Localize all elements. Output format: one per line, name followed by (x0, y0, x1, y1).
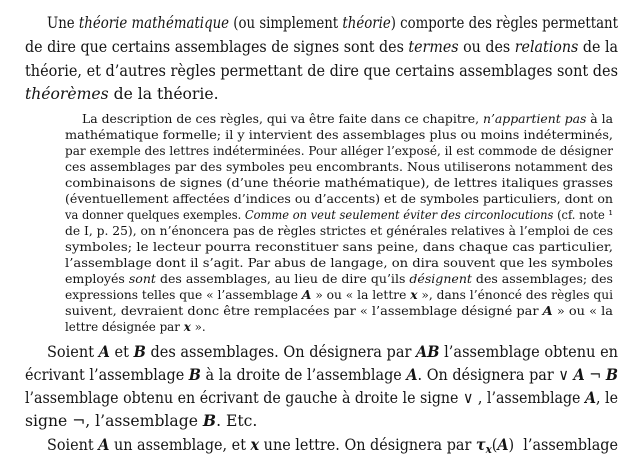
emphasis-text: sont (128, 272, 156, 286)
text-run: symboles; le lecteur pourra reconstituer sans peine, dans chaque cas particulier, (65, 240, 613, 254)
text-run: de la (578, 38, 618, 56)
math-symbol: B (202, 411, 217, 430)
emphasis-text: théorie (342, 14, 391, 32)
math-symbol: A (542, 304, 553, 318)
text-line (25, 40, 618, 56)
text-run: (cf. note ¹ (553, 208, 613, 222)
text-run: à la droite de l’assemblage (200, 366, 407, 384)
text-run: de I, p. 25), on n’énoncera pas de règles strictes et générales relatives à l’emploi de ces (65, 224, 613, 238)
text-run: à la (586, 112, 613, 126)
text-run: expressions telles que « l’assemblage (65, 288, 302, 302)
math-symbol: A (584, 388, 597, 407)
text-line (65, 162, 613, 174)
text-run: employés (65, 272, 129, 286)
text-run: combinaisons de signes (d’une théorie mathématique), de lettres italiques grasses (65, 176, 613, 190)
text-run: La description de ces règles, qui va être faite dans ce chapitre, (82, 112, 483, 126)
text-line (65, 290, 613, 302)
text-run: » ou « la lettre (311, 288, 411, 302)
text-run: lettre désignée par (65, 320, 184, 334)
text-run: et (109, 343, 134, 361)
math-symbol: B (605, 365, 618, 384)
emphasis-text: Comme on veut seulement éviter des circonlocutions (244, 208, 554, 222)
text-line (65, 178, 613, 190)
text-run: signe ¬, l’assemblage (25, 412, 203, 430)
text-run: mathématique formelle; il y intervient des assemblages plus ou moins indéterminés, (65, 128, 613, 142)
text-line (25, 390, 618, 407)
text-run: écrivant l’assemblage (25, 366, 189, 384)
text-run: ) comporte des règles permettant (390, 14, 618, 32)
text-run: une lettre. On désignera par (259, 436, 476, 454)
text-run: , le (596, 389, 618, 407)
text-line (65, 146, 613, 158)
text-run: Soient (47, 436, 99, 454)
math-symbol: A (301, 288, 312, 302)
text-run: de dire que certains assemblages de signes sont des (25, 38, 409, 56)
text-run: ( (491, 436, 498, 454)
text-line (65, 274, 613, 286)
text-run: suivent, devraient donc être remplacées par « l’assemblage désigné par (65, 304, 543, 318)
text-run: (ou simplement (229, 14, 343, 32)
math-symbol: x (410, 288, 418, 302)
text-run: ¬ (584, 366, 606, 384)
text-line (25, 87, 219, 103)
emphasis-text: termes (408, 38, 459, 56)
math-symbol: A (98, 435, 110, 454)
text-run: . Etc. (216, 412, 258, 430)
text-run: de la théorie. (108, 85, 219, 103)
text-run: l’assemblage obtenu en écrivant de gauche à droite le signe ∨ , l’assemblage (25, 389, 585, 407)
text-run: » ou « la (552, 304, 613, 318)
text-line (65, 130, 613, 142)
math-symbol: τ (475, 435, 486, 454)
text-line (65, 258, 613, 270)
text-line (65, 210, 613, 222)
math-symbol: x (250, 435, 260, 454)
text-run: ou des (458, 38, 515, 56)
emphasis-text: relations (514, 38, 579, 56)
text-line (82, 114, 613, 126)
math-symbol: x (485, 441, 492, 456)
text-line (65, 226, 613, 238)
text-run: », dans l’énoncé des règles qui (417, 288, 613, 302)
text-line (47, 16, 618, 32)
emphasis-text: désignent (409, 272, 472, 286)
text-run: des assemblages, au lieu de dire qu’ils (155, 272, 410, 286)
text-run: (éventuellement affectées d’indices ou d’accents) et de symboles particuliers, dont on (65, 192, 613, 206)
text-run: Une (47, 14, 79, 32)
text-line (25, 367, 618, 384)
text-run: . On désignera par ∨ (417, 366, 574, 384)
math-symbol: AB (416, 342, 440, 361)
math-symbol: B (188, 365, 201, 384)
text-run: par exemple des lettres indéterminées. Pour alléger l’exposé, il est commode de désigner (65, 144, 613, 158)
text-run: ». (190, 320, 206, 334)
text-run: l’assemblage obtenu en (439, 343, 618, 361)
math-symbol: B (133, 342, 146, 361)
text-line (65, 322, 206, 334)
text-run: des assemblages; des (471, 272, 613, 286)
text-run: des assemblages. On désignera par (145, 343, 417, 361)
text-run: l’assemblage dont il s’agit. Par abus de langage, on dira souvent que les symboles (65, 256, 613, 270)
text-run: ) l’assemblage (508, 436, 618, 454)
text-run: Soient (47, 343, 99, 361)
text-run: va donner quelques exemples. (65, 208, 245, 222)
text-line (25, 64, 618, 80)
text-line (47, 437, 618, 455)
math-symbol: x (183, 320, 191, 334)
emphasis-text: théorèmes (25, 85, 109, 103)
text-line (25, 413, 257, 430)
math-symbol: A (406, 365, 418, 384)
math-symbol: A (497, 435, 509, 454)
text-line (65, 306, 613, 318)
text-line (65, 194, 613, 206)
emphasis-text: théorie mathématique (78, 14, 230, 32)
math-symbol: A (98, 342, 110, 361)
text-run: un assemblage, et (109, 436, 251, 454)
text-run: théorie, et d’autres règles permettant de dire que certains assemblages sont des (25, 62, 618, 80)
text-line (47, 344, 618, 361)
text-run: ces assemblages par des symboles peu encombrants. Nous utiliserons notamment des (65, 160, 613, 174)
text-line (65, 242, 613, 254)
math-symbol: A (573, 365, 585, 384)
emphasis-text: n’appartient pas (482, 112, 587, 126)
